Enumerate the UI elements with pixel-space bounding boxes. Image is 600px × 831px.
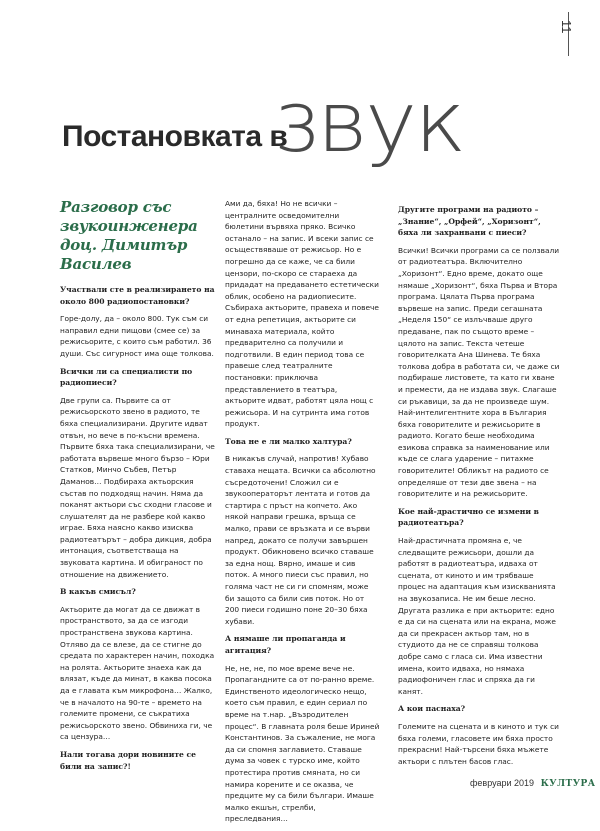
answer-paragraph: В никакъв случай, напротив! Хубаво ставаха нещата. Всички са абсолютно съсредоточени! Сложил си е звукооператорът лентата и готов да стартира с пръст на копчето. Ако някой направи грешка, връща се малко, прави се връзката и се върви напред, докато се получи завършен продукт. Обикновено всичко ставаше за една нощ. Вярно, имаше и сив поток. А много пиеси със правил, но голяма част не си ги спомням, може би защото са били сив поток. Но от 200 пиеси годишно поне 20–30 бяха хубави. bbox=[225, 454, 376, 626]
page-number: 11 bbox=[559, 20, 574, 34]
question-heading: Нали тогава дори новините се били на запис?! bbox=[60, 749, 196, 771]
answer-paragraph: Най-драстичната промяна е, че следващите режисьори, дошли да работят в радиотеатъра, идваха от сцената, от киното и им трябваше процес на адаптация към изискванията на звукозаписа. Не им беше лесно. Другата разлика е при актьорите: едно е да си на сцената или на екрана, може да си прекрасен актьор там, но в студиото да не се справяш толкова добре само с гласа си. Има известни имена, които идваха, но нямаха радиофоничен глас и спряха да ги канят. bbox=[398, 536, 556, 696]
question-heading: Участвали сте в реализирането на около 800 радиопостановки? bbox=[60, 285, 215, 306]
answer-paragraph: Горе-долу, да – около 800. Тук съм си направил едни пищови (смее се) за режисьорите, с които съм работил. 36 души. Със сигурност има още толкова. bbox=[60, 314, 214, 358]
question-heading: Кое най-драстично се измени в радиотеатъра? bbox=[398, 506, 539, 528]
question-heading: Това не е ли малко халтура? bbox=[225, 436, 352, 446]
column-3-body bbox=[398, 204, 560, 767]
headline bbox=[62, 73, 582, 184]
question-heading: А нямаше ли пропаганда и агитация? bbox=[225, 634, 346, 655]
question-heading: Другите програми на радиото – „Знание“, „Орфей“, „Хоризонт“, бяха ли захранвани с пиеси? bbox=[398, 205, 541, 238]
column-2-body bbox=[225, 198, 380, 825]
answer-paragraph: Големите на сцената и в киното и тук си бяха големи, гласовете им бяха просто прекрасни! Най-търсени бяха мъжете актьори с плътен басов глас. bbox=[398, 721, 559, 766]
footer-brand: КУЛТУРА bbox=[540, 779, 596, 789]
footer-date: февруари 2019 bbox=[470, 778, 535, 788]
question-heading: В какъв смисъл? bbox=[60, 587, 136, 597]
footer bbox=[470, 778, 596, 789]
article-column-3 bbox=[398, 198, 560, 773]
intro-title: Разговор със звукоинженера доц. Димитър Василев bbox=[60, 198, 198, 273]
question-heading: А кои паснаха? bbox=[398, 704, 466, 714]
article-column-2 bbox=[225, 198, 380, 831]
article-column-1 bbox=[60, 198, 215, 778]
page-number-rule bbox=[568, 12, 569, 56]
answer-paragraph: Не, не, не, по мое време вече не. Пропагандните са от по-ранно време. Единственото идеологическо нещо, което съм правил, е един сериал по време на т.нар. „Възродителен процес“. В главната роля беше Ириней Константинов. За съжаление, не могa да си спомня заглавието. Ставаше дума за човек с турско име, който протестира против смяната, но си намира корените и се оказва, че предците му са били българи. Имаше малко екшън, стрелби, преследвания… bbox=[225, 663, 380, 824]
answer-paragraph: Актьорите да могат да се движат в пространството, за да се изгоди пространствена звукова картина. Отляво да се влезе, да се стигне до средата по характерен начин, походка на ролята. Актьорите знаеха как да влязат, къде да минат, в каква посока да е главата към микрофона… Жалко, че в началото на 90-те – времето на големите промени, се съкратиха режисьорското звено. Обвиниха ги, че са цензура… bbox=[60, 604, 215, 742]
answer-paragraph: Всички! Всички програми са се ползвали от радиотеатъра. Включително „Хоризонт“. Едно време, докато още нямаше „Хоризонт“, бяха Първа и Втора програма. Цялата Първа програма вървеше на запис. Преди сегашната „Неделя 150“ се излъчваше друго предаване, пак по същото време – цялото на запис. Текста четеше говорителката Ана Шинева. Те бяха толкова добра в работата си, че даже си подбираше листовете, та като ги хване и премести, да не издава звук. Слагаше си ръкавици, за да не произведе шум. Най-интелигентните хора в България бяха говорителите и режисьорите в радиото. Когато беше необходима езикова справка за наименование или къде се слага ударение – питахме говорителите! Обликът на радиото се определяше от тези две звена – на говорителите и на режисьорите. bbox=[398, 245, 560, 499]
column-1-body bbox=[60, 284, 215, 772]
headline-big: звук bbox=[272, 73, 464, 171]
question-heading: Всички ли са специалисти по радиопиеси? bbox=[60, 366, 193, 388]
headline-small: Постановката в bbox=[62, 120, 288, 153]
answer-paragraph: Ами да, бяха! Но не всички – централните осведомителни бюлетини вървяха пряко. Всичко останало – на запис. И всеки запис се осъществяваше от режисьор. Но е погрешно да се каже, че са били цензори, по-скоро се стараеха да придадат на предаването естетически облик, особено на радиопиесите. Събираха актьорите, правеха и повече от една репетиция, актьорите си минаваха материала, който предварително са получили и подготвили. В един период това се правеше след театралните постановки: приключва представлението в театъра, актьорите идват, работят цяла нощ с режисьора. И на сутринта има готов продукт. bbox=[225, 199, 379, 429]
answer-paragraph: Две групи са. Първите са от режисьорското звено в радиото, те бяха специализирани. Другите идват отвън, но вече в по-късни времена. Първите бяха така специализирани, че работата вървеше много бързо – Юри Статков, Минчо Събев, Петър Даманов… Подбираха актьорския състав по подходящ начин. Няма да поканят актьори със сходни гласове и слушателят да не разбере кой какво играе. Бяха наясно какво изисква радиотеатърът – добра дикция, добра интонация, съответстваща на звуковата картина. И обиграност по отношение на движението. bbox=[60, 395, 215, 579]
